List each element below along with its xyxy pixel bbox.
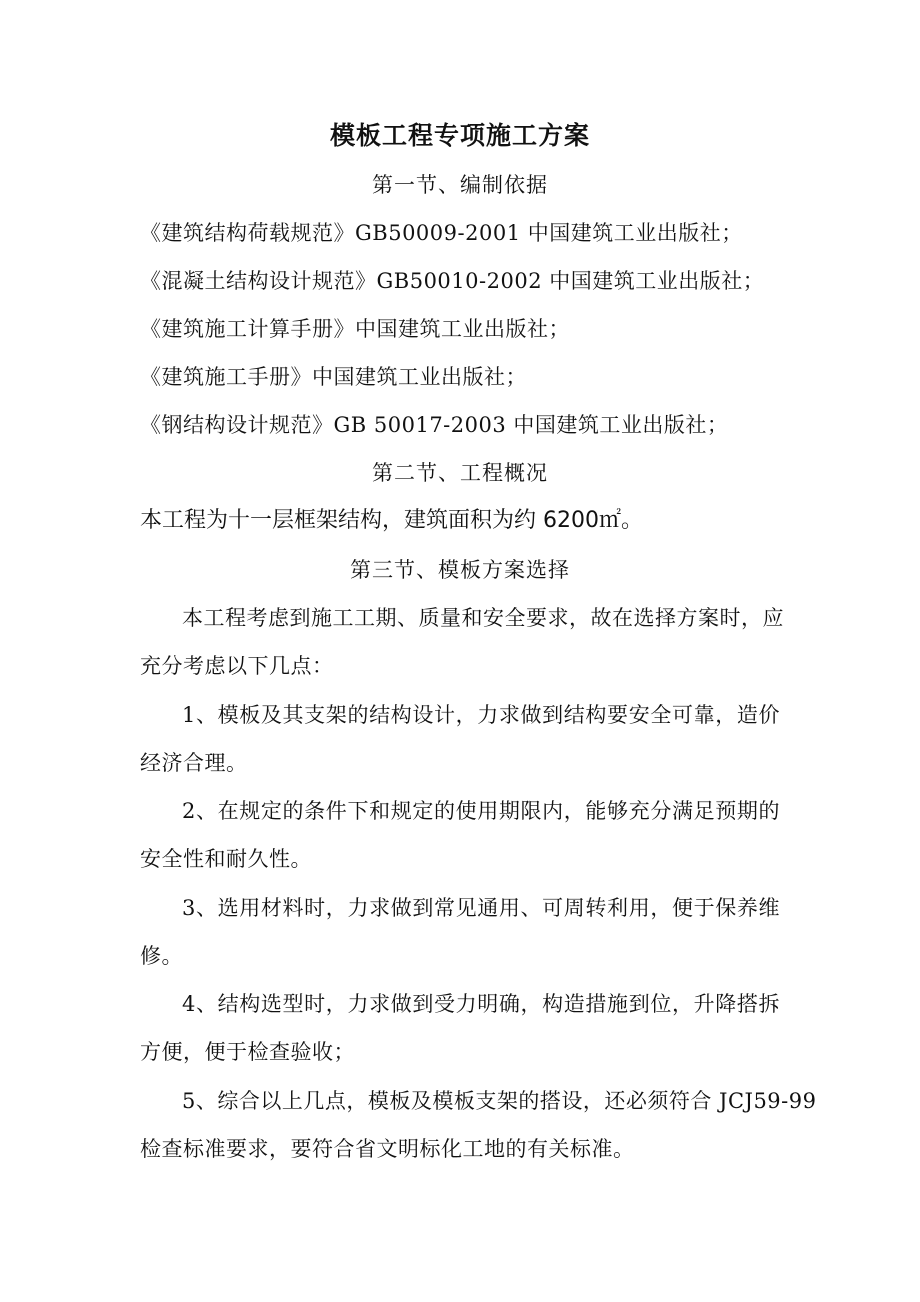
list-item-5-line-2: 检查标准要求，要符合省文明标化工地的有关标准。	[140, 1137, 635, 1161]
reference-line: 《钢结构设计规范》GB 50017-2003 中国建筑工业出版社；	[140, 413, 729, 437]
reference-line: 《建筑结构荷载规范》GB50009-2001 中国建筑工业出版社；	[140, 221, 743, 245]
section-3-heading: 第三节、模板方案选择	[350, 558, 570, 582]
list-item-1-line-2: 经济合理。	[140, 751, 248, 775]
list-item-4-line-1: 4、结构选型时，力求做到受力明确，构造措施到位，升降搭拆	[182, 992, 780, 1016]
section-2-heading: 第二节、工程概况	[372, 461, 548, 485]
list-item-2-line-1: 2、在规定的条件下和规定的使用期限内，能够充分满足预期的	[182, 799, 780, 823]
intro-line-2: 充分考虑以下几点：	[140, 654, 334, 678]
list-item-4-line-2: 方便，便于检查验收；	[140, 1040, 355, 1064]
list-item-3-line-2: 修。	[140, 944, 183, 968]
list-item-5-line-1: 5、综合以上几点，模板及模板支架的搭设，还必须符合 JCJ59-99	[182, 1089, 817, 1113]
section-1-heading: 第一节、编制依据	[372, 173, 548, 197]
project-overview-text: 本工程为十一层框架结构，建筑面积为约 6200㎡。	[140, 508, 643, 533]
intro-line-1: 本工程考虑到施工工期、质量和安全要求，故在选择方案时，应	[182, 606, 784, 630]
document-title: 模板工程专项施工方案	[329, 121, 590, 150]
list-item-3-line-1: 3、选用材料时，力求做到常见通用、可周转利用，便于保养维	[182, 896, 780, 920]
reference-line: 《建筑施工计算手册》中国建筑工业出版社；	[140, 317, 570, 341]
reference-line: 《混凝土结构设计规范》GB50010-2002 中国建筑工业出版社；	[140, 269, 765, 293]
reference-line: 《建筑施工手册》中国建筑工业出版社；	[140, 365, 527, 389]
list-item-2-line-2: 安全性和耐久性。	[140, 847, 312, 871]
list-item-1-line-1: 1、模板及其支架的结构设计，力求做到结构要安全可靠，造价	[182, 703, 780, 727]
